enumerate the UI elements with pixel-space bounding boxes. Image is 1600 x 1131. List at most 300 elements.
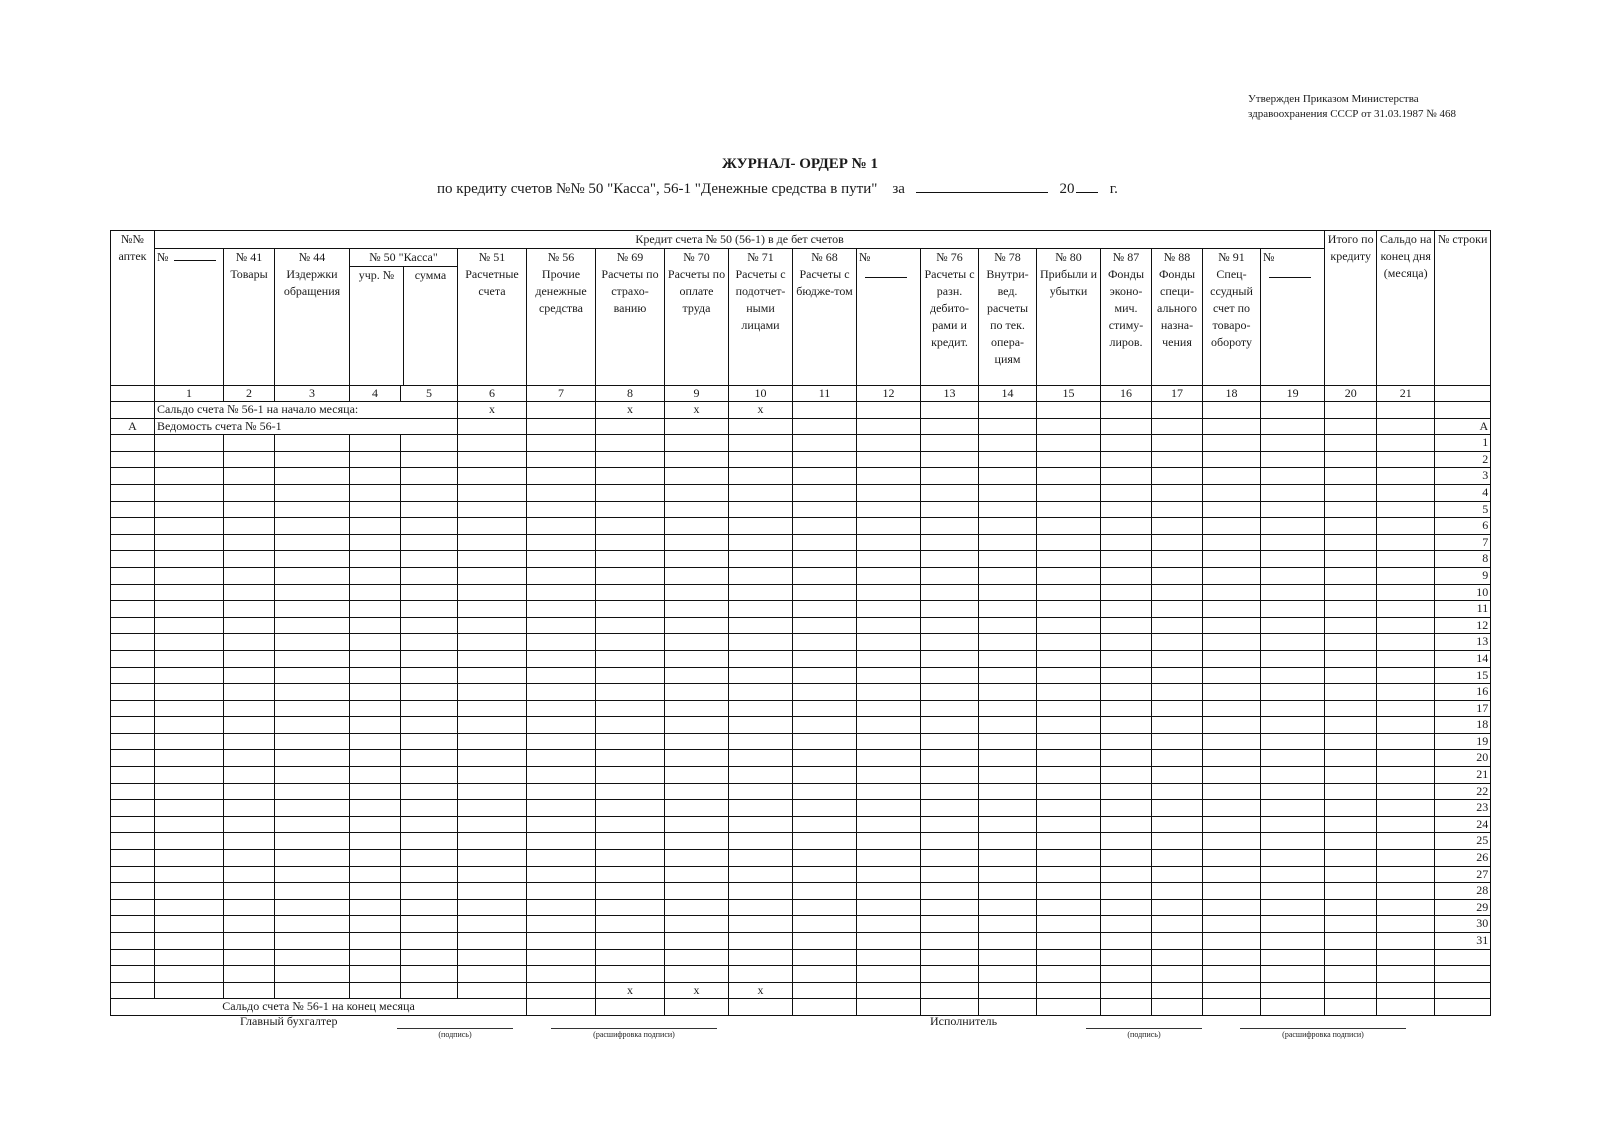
cell[interactable]	[1152, 916, 1203, 933]
cell[interactable]	[527, 534, 596, 551]
cell[interactable]	[1152, 684, 1203, 701]
cell[interactable]	[665, 899, 729, 916]
cell[interactable]	[921, 468, 979, 485]
cell[interactable]	[793, 949, 857, 966]
cell[interactable]	[596, 667, 665, 684]
cell[interactable]	[979, 684, 1037, 701]
cell[interactable]	[458, 451, 527, 468]
cell[interactable]	[224, 534, 275, 551]
cell[interactable]	[527, 634, 596, 651]
cell[interactable]	[1325, 601, 1377, 618]
cell[interactable]	[921, 833, 979, 850]
cell[interactable]	[921, 916, 979, 933]
cell[interactable]	[729, 501, 793, 518]
cell[interactable]	[155, 617, 224, 634]
cell[interactable]	[921, 717, 979, 734]
cell[interactable]	[1377, 667, 1435, 684]
cell[interactable]	[401, 816, 458, 833]
cell[interactable]	[1203, 402, 1261, 419]
cell[interactable]	[979, 518, 1037, 535]
cell[interactable]	[275, 468, 350, 485]
cell[interactable]	[155, 767, 224, 784]
cell[interactable]	[1325, 833, 1377, 850]
cell[interactable]	[921, 534, 979, 551]
cell[interactable]	[1261, 501, 1325, 518]
cell[interactable]	[921, 949, 979, 966]
cell[interactable]	[275, 949, 350, 966]
cell[interactable]	[1261, 418, 1325, 435]
cell[interactable]	[224, 982, 275, 999]
cell[interactable]	[596, 816, 665, 833]
cell[interactable]	[1377, 617, 1435, 634]
cell[interactable]	[857, 650, 921, 667]
cell[interactable]	[729, 899, 793, 916]
pharmacy-cell[interactable]	[111, 617, 155, 634]
cell[interactable]	[1152, 501, 1203, 518]
cell[interactable]	[1261, 883, 1325, 900]
cell[interactable]	[401, 650, 458, 667]
cell[interactable]	[275, 584, 350, 601]
pharmacy-cell[interactable]	[111, 518, 155, 535]
cell[interactable]	[1101, 933, 1152, 950]
cell[interactable]	[665, 816, 729, 833]
cell[interactable]	[224, 501, 275, 518]
cell[interactable]	[458, 617, 527, 634]
cell[interactable]	[1037, 700, 1101, 717]
cell[interactable]	[224, 518, 275, 535]
cell[interactable]	[1152, 816, 1203, 833]
cell[interactable]	[350, 634, 401, 651]
cell[interactable]	[350, 584, 401, 601]
cell[interactable]	[1152, 451, 1203, 468]
cell[interactable]	[1101, 551, 1152, 568]
cell[interactable]	[275, 501, 350, 518]
cell[interactable]	[1101, 617, 1152, 634]
cell[interactable]	[1261, 999, 1325, 1016]
cell[interactable]	[1377, 916, 1435, 933]
cell[interactable]	[729, 949, 793, 966]
cell[interactable]	[665, 484, 729, 501]
cell[interactable]	[793, 534, 857, 551]
cell[interactable]	[1101, 667, 1152, 684]
cell[interactable]	[1325, 435, 1377, 452]
cell[interactable]	[793, 501, 857, 518]
cell[interactable]	[458, 484, 527, 501]
cell[interactable]	[155, 634, 224, 651]
cell[interactable]	[921, 418, 979, 435]
cell[interactable]	[921, 518, 979, 535]
cell[interactable]	[1152, 866, 1203, 883]
cell[interactable]	[527, 750, 596, 767]
pharmacy-cell[interactable]	[111, 684, 155, 701]
cell[interactable]	[1377, 833, 1435, 850]
cell[interactable]	[979, 933, 1037, 950]
cell[interactable]	[921, 484, 979, 501]
cell[interactable]	[1101, 700, 1152, 717]
cell[interactable]	[1377, 850, 1435, 867]
cell[interactable]	[401, 767, 458, 784]
cell[interactable]	[1152, 717, 1203, 734]
cell[interactable]	[1203, 833, 1261, 850]
cell[interactable]	[275, 650, 350, 667]
cell[interactable]	[857, 402, 921, 419]
cell[interactable]	[224, 435, 275, 452]
cell[interactable]	[1203, 567, 1261, 584]
cell[interactable]	[857, 800, 921, 817]
cell[interactable]	[1037, 866, 1101, 883]
cell[interactable]	[729, 816, 793, 833]
cell[interactable]	[401, 899, 458, 916]
cell[interactable]	[921, 700, 979, 717]
cell[interactable]	[275, 783, 350, 800]
cell[interactable]	[275, 933, 350, 950]
cell[interactable]	[921, 982, 979, 999]
cell[interactable]	[857, 484, 921, 501]
cell[interactable]	[458, 767, 527, 784]
cell[interactable]	[155, 468, 224, 485]
account-number-field[interactable]	[865, 266, 907, 278]
account-number-field[interactable]	[1269, 266, 1311, 278]
cell[interactable]	[793, 601, 857, 618]
cell[interactable]	[275, 833, 350, 850]
cell[interactable]	[1152, 601, 1203, 618]
cell[interactable]	[1037, 551, 1101, 568]
cell[interactable]	[1325, 866, 1377, 883]
cell[interactable]	[458, 899, 527, 916]
cell[interactable]	[1377, 783, 1435, 800]
cell[interactable]	[224, 949, 275, 966]
cell[interactable]	[155, 551, 224, 568]
cell[interactable]	[224, 650, 275, 667]
cell[interactable]	[1101, 601, 1152, 618]
cell[interactable]	[729, 750, 793, 767]
cell[interactable]	[1377, 733, 1435, 750]
cell[interactable]	[1152, 966, 1203, 983]
cell[interactable]	[350, 816, 401, 833]
cell[interactable]	[857, 783, 921, 800]
cell[interactable]	[350, 567, 401, 584]
cell[interactable]	[596, 999, 665, 1016]
cell[interactable]	[275, 617, 350, 634]
cell[interactable]	[1203, 850, 1261, 867]
cell[interactable]	[275, 667, 350, 684]
cell[interactable]	[350, 800, 401, 817]
cell[interactable]	[458, 634, 527, 651]
cell[interactable]	[527, 833, 596, 850]
cell[interactable]	[1325, 534, 1377, 551]
cell[interactable]	[350, 518, 401, 535]
cell[interactable]	[1325, 451, 1377, 468]
cell[interactable]	[921, 783, 979, 800]
cell[interactable]	[729, 634, 793, 651]
pharmacy-cell[interactable]	[111, 634, 155, 651]
chief-accountant-decoding-line[interactable]	[551, 1027, 717, 1029]
cell[interactable]	[793, 667, 857, 684]
cell[interactable]	[979, 601, 1037, 618]
cell[interactable]	[1037, 501, 1101, 518]
cell[interactable]	[979, 999, 1037, 1016]
cell[interactable]	[224, 850, 275, 867]
cell[interactable]	[527, 601, 596, 618]
cell[interactable]	[857, 584, 921, 601]
cell[interactable]	[224, 684, 275, 701]
cell[interactable]	[1325, 551, 1377, 568]
cell[interactable]	[921, 551, 979, 568]
cell[interactable]	[1325, 567, 1377, 584]
cell[interactable]	[665, 567, 729, 584]
cell[interactable]	[1152, 617, 1203, 634]
cell[interactable]	[1152, 999, 1203, 1016]
cell[interactable]	[527, 800, 596, 817]
cell[interactable]	[275, 899, 350, 916]
cell[interactable]	[1203, 667, 1261, 684]
cell[interactable]	[458, 667, 527, 684]
cell[interactable]	[596, 949, 665, 966]
cell[interactable]	[275, 551, 350, 568]
cell[interactable]	[979, 949, 1037, 966]
cell[interactable]	[1037, 850, 1101, 867]
cell[interactable]	[979, 883, 1037, 900]
cell[interactable]	[1203, 418, 1261, 435]
cell[interactable]	[1152, 833, 1203, 850]
cell[interactable]	[1152, 484, 1203, 501]
cell[interactable]	[729, 933, 793, 950]
cell[interactable]	[793, 982, 857, 999]
cell[interactable]	[979, 634, 1037, 651]
pharmacy-cell[interactable]	[111, 700, 155, 717]
cell[interactable]	[979, 783, 1037, 800]
cell[interactable]	[1101, 402, 1152, 419]
cell[interactable]	[224, 866, 275, 883]
cell[interactable]	[155, 916, 224, 933]
cell[interactable]	[224, 800, 275, 817]
cell[interactable]	[596, 733, 665, 750]
executor-decoding-line[interactable]	[1240, 1027, 1406, 1029]
cell[interactable]	[1203, 650, 1261, 667]
cell[interactable]	[793, 933, 857, 950]
cell[interactable]	[1261, 684, 1325, 701]
cell[interactable]	[275, 534, 350, 551]
cell[interactable]	[1261, 567, 1325, 584]
cell[interactable]	[793, 999, 857, 1016]
cell[interactable]	[979, 567, 1037, 584]
cell[interactable]	[1261, 916, 1325, 933]
cell[interactable]	[1325, 634, 1377, 651]
cell[interactable]	[729, 667, 793, 684]
cell[interactable]	[527, 899, 596, 916]
cell[interactable]	[857, 567, 921, 584]
cell[interactable]	[1101, 584, 1152, 601]
cell[interactable]	[155, 899, 224, 916]
cell[interactable]	[224, 899, 275, 916]
cell[interactable]	[921, 883, 979, 900]
cell[interactable]	[596, 883, 665, 900]
cell[interactable]	[401, 534, 458, 551]
cell[interactable]	[224, 717, 275, 734]
cell[interactable]	[1101, 717, 1152, 734]
cell[interactable]	[1203, 949, 1261, 966]
cell[interactable]	[1203, 866, 1261, 883]
cell[interactable]	[1325, 916, 1377, 933]
cell[interactable]	[350, 750, 401, 767]
pharmacy-cell[interactable]	[111, 933, 155, 950]
cell[interactable]	[729, 966, 793, 983]
cell[interactable]	[224, 783, 275, 800]
cell[interactable]	[1325, 767, 1377, 784]
cell[interactable]	[224, 601, 275, 618]
cell[interactable]	[921, 667, 979, 684]
cell[interactable]	[458, 949, 527, 966]
cell[interactable]	[1152, 418, 1203, 435]
pharmacy-cell[interactable]	[111, 916, 155, 933]
cell[interactable]	[1261, 601, 1325, 618]
cell[interactable]	[1377, 767, 1435, 784]
cell[interactable]	[1377, 451, 1435, 468]
cell[interactable]	[224, 750, 275, 767]
cell[interactable]	[275, 916, 350, 933]
cell[interactable]	[1261, 850, 1325, 867]
cell[interactable]	[979, 800, 1037, 817]
cell[interactable]	[224, 567, 275, 584]
cell[interactable]	[979, 650, 1037, 667]
cell[interactable]	[1037, 966, 1101, 983]
cell[interactable]	[527, 949, 596, 966]
cell[interactable]	[350, 883, 401, 900]
cell[interactable]	[857, 501, 921, 518]
cell[interactable]	[275, 634, 350, 651]
cell[interactable]	[1203, 750, 1261, 767]
cell[interactable]	[921, 684, 979, 701]
cell[interactable]	[665, 800, 729, 817]
cell[interactable]	[1377, 750, 1435, 767]
cell[interactable]	[401, 551, 458, 568]
cell[interactable]	[729, 866, 793, 883]
cell[interactable]	[665, 418, 729, 435]
cell[interactable]	[224, 451, 275, 468]
cell[interactable]	[1152, 584, 1203, 601]
cell[interactable]	[979, 584, 1037, 601]
cell[interactable]	[1377, 883, 1435, 900]
cell[interactable]	[1101, 916, 1152, 933]
cell[interactable]	[458, 816, 527, 833]
cell[interactable]	[1037, 634, 1101, 651]
cell[interactable]	[596, 468, 665, 485]
cell[interactable]	[1203, 601, 1261, 618]
cell[interactable]	[155, 700, 224, 717]
cell[interactable]	[527, 883, 596, 900]
cell[interactable]	[401, 883, 458, 900]
cell[interactable]	[458, 567, 527, 584]
cell[interactable]	[1261, 949, 1325, 966]
cell[interactable]	[401, 468, 458, 485]
cell[interactable]	[1101, 982, 1152, 999]
cell[interactable]	[793, 468, 857, 485]
cell[interactable]	[729, 916, 793, 933]
cell[interactable]	[857, 700, 921, 717]
cell[interactable]	[155, 451, 224, 468]
cell[interactable]	[857, 634, 921, 651]
cell[interactable]	[275, 717, 350, 734]
cell[interactable]	[1325, 966, 1377, 983]
cell[interactable]	[155, 833, 224, 850]
cell[interactable]	[793, 584, 857, 601]
cell[interactable]	[1101, 468, 1152, 485]
pharmacy-cell[interactable]	[111, 484, 155, 501]
cell[interactable]	[458, 850, 527, 867]
pharmacy-cell[interactable]	[111, 750, 155, 767]
cell[interactable]	[155, 949, 224, 966]
cell[interactable]	[1037, 584, 1101, 601]
cell[interactable]	[921, 634, 979, 651]
cell[interactable]	[527, 650, 596, 667]
cell[interactable]	[1377, 866, 1435, 883]
cell[interactable]	[275, 866, 350, 883]
cell[interactable]	[793, 850, 857, 867]
cell[interactable]	[1101, 451, 1152, 468]
cell[interactable]	[1203, 816, 1261, 833]
cell[interactable]	[596, 767, 665, 784]
cell[interactable]	[1377, 418, 1435, 435]
pharmacy-cell[interactable]	[111, 899, 155, 916]
cell[interactable]	[527, 933, 596, 950]
cell[interactable]	[458, 700, 527, 717]
cell[interactable]	[857, 899, 921, 916]
cell[interactable]	[224, 617, 275, 634]
cell[interactable]	[401, 435, 458, 452]
cell[interactable]	[458, 800, 527, 817]
cell[interactable]	[979, 451, 1037, 468]
cell[interactable]	[155, 733, 224, 750]
cell[interactable]	[1037, 750, 1101, 767]
pharmacy-cell[interactable]	[111, 435, 155, 452]
cell[interactable]	[857, 750, 921, 767]
cell[interactable]	[1377, 800, 1435, 817]
cell[interactable]	[729, 800, 793, 817]
cell[interactable]	[1325, 816, 1377, 833]
cell[interactable]	[857, 999, 921, 1016]
cell[interactable]	[729, 451, 793, 468]
year-field[interactable]	[1076, 178, 1098, 193]
cell[interactable]	[793, 966, 857, 983]
cell[interactable]	[458, 501, 527, 518]
cell[interactable]	[729, 584, 793, 601]
cell[interactable]	[857, 933, 921, 950]
cell[interactable]	[350, 451, 401, 468]
cell[interactable]	[1037, 883, 1101, 900]
cell[interactable]	[275, 451, 350, 468]
cell[interactable]	[979, 850, 1037, 867]
cell[interactable]	[275, 684, 350, 701]
cell[interactable]	[979, 899, 1037, 916]
cell[interactable]	[155, 883, 224, 900]
cell[interactable]	[350, 982, 401, 999]
cell[interactable]	[458, 733, 527, 750]
cell[interactable]	[458, 916, 527, 933]
cell[interactable]	[1261, 667, 1325, 684]
cell[interactable]	[1203, 966, 1261, 983]
cell[interactable]	[729, 601, 793, 618]
cell[interactable]	[1325, 584, 1377, 601]
cell[interactable]	[1037, 667, 1101, 684]
cell[interactable]	[857, 866, 921, 883]
cell[interactable]	[1037, 833, 1101, 850]
cell[interactable]	[665, 866, 729, 883]
pharmacy-cell[interactable]	[111, 767, 155, 784]
cell[interactable]	[1037, 402, 1101, 419]
cell[interactable]	[1037, 916, 1101, 933]
cell[interactable]	[155, 750, 224, 767]
cell[interactable]	[401, 982, 458, 999]
